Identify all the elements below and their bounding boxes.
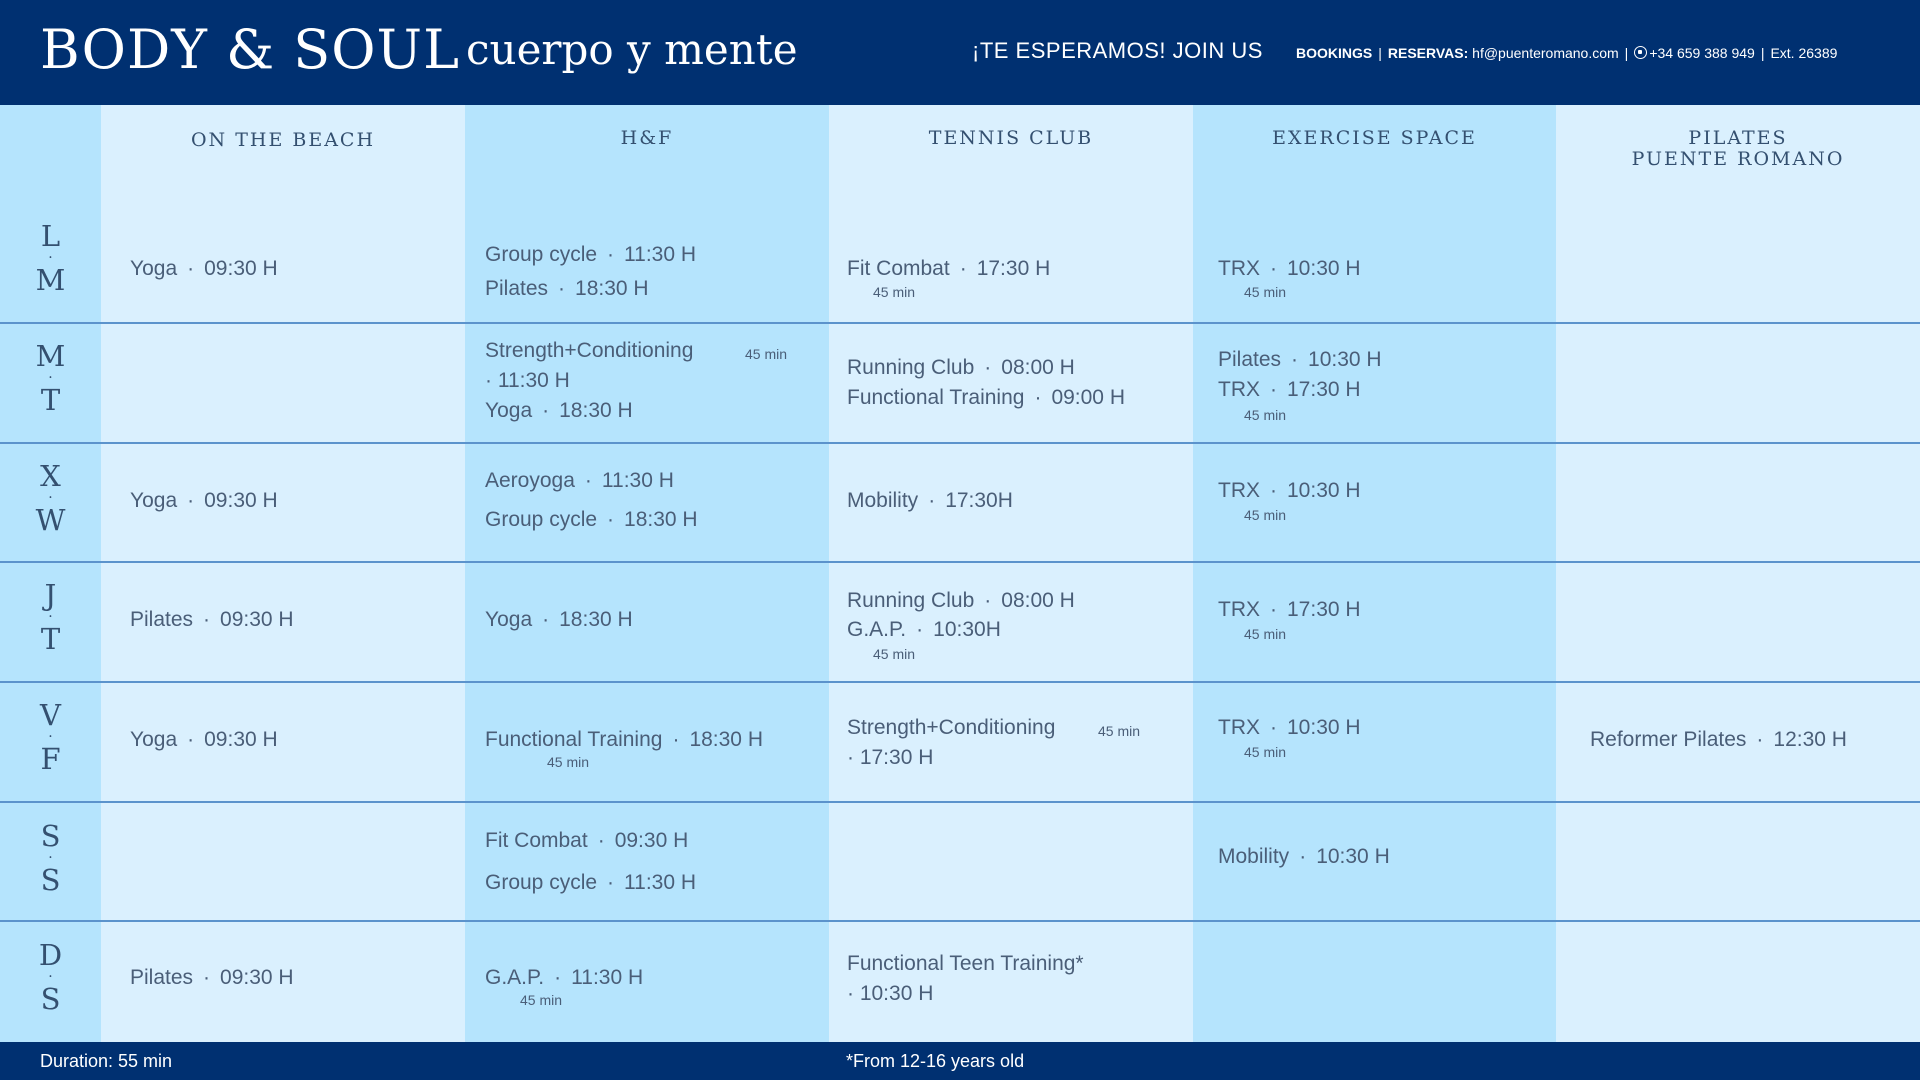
header-on-the-beach: ON THE BEACH — [190, 129, 376, 151]
class-entry[interactable]: Mobility · 10:30 H — [1218, 845, 1390, 868]
row-divider — [0, 561, 1920, 563]
class-duration-note: 45 min — [1098, 723, 1141, 739]
day-label-friday: V · F — [40, 698, 61, 776]
row-divider — [0, 920, 1920, 922]
column-tennis-club — [829, 105, 1193, 1042]
header-bar — [0, 0, 1920, 105]
class-entry[interactable]: Group cycle · 18:30 H — [485, 508, 698, 531]
class-entry[interactable]: Pilates · 09:30 H — [130, 966, 294, 989]
row-divider — [0, 681, 1920, 683]
day-label-monday: L · M — [35, 219, 66, 297]
class-entry[interactable]: Mobility · 17:30H — [847, 489, 1013, 512]
class-entry[interactable]: Aeroyoga · 11:30 H — [485, 469, 674, 492]
brand-tagline: cuerpo y mente — [466, 25, 798, 74]
class-entry[interactable]: Strength+Conditioning — [485, 339, 694, 362]
column-pilates — [1556, 105, 1920, 1042]
day-label-thursday: J · T — [40, 578, 61, 656]
class-entry-time[interactable]: · 17:30 H — [847, 746, 934, 769]
class-entry[interactable]: Pilates · 18:30 H — [485, 277, 649, 300]
day-label-saturday: S · S — [40, 819, 61, 897]
row-divider — [0, 322, 1920, 324]
booking-extension: Ext. 26389 — [1770, 45, 1838, 61]
duration-note: Duration: 55 min — [40, 1051, 173, 1071]
row-divider — [0, 801, 1920, 803]
class-entry[interactable]: Reformer Pilates · 12:30 H — [1590, 728, 1847, 751]
header-exercise-space: EXERCISE SPACE — [1272, 127, 1477, 149]
class-duration-note: 45 min — [1244, 626, 1287, 642]
column-on-the-beach — [101, 105, 465, 1042]
header-pilates-puente-romano — [1556, 128, 1920, 233]
class-entry[interactable]: Pilates · 09:30 H — [130, 608, 294, 631]
class-entry[interactable]: Pilates · 10:30 H — [1218, 348, 1382, 371]
class-entry[interactable]: TRX · 10:30 H — [1218, 257, 1361, 280]
header-pilates-line2: PUENTE ROMANO — [1631, 148, 1845, 170]
booking-phone[interactable]: +34 659 388 949 — [1649, 45, 1755, 61]
day-label-tuesday: M · T — [35, 339, 66, 417]
class-entry[interactable]: G.A.P. · 10:30H — [847, 618, 1001, 641]
whatsapp-icon — [1634, 46, 1647, 59]
class-duration-note: 45 min — [745, 346, 788, 362]
column-exercise-space — [1193, 105, 1556, 1042]
header-pilates-line1: PILATES — [1688, 127, 1788, 149]
booking-contact: BOOKINGS | RESERVAS: hf@puenteromano.com | +34 659 388 949 | Ext. 26389 — [1296, 45, 1838, 61]
class-duration-note: 45 min — [873, 646, 916, 662]
class-entry[interactable]: Fit Combat · 17:30 H — [847, 257, 1051, 280]
join-us-text: ¡TE ESPERAMOS! JOIN US — [972, 38, 1263, 63]
class-duration-note: 45 min — [1244, 284, 1287, 300]
class-entry[interactable]: TRX · 10:30 H — [1218, 716, 1361, 739]
class-entry[interactable]: Functional Teen Training* — [847, 952, 1084, 975]
class-duration-note: 45 min — [1244, 744, 1287, 760]
day-label-sunday: D · S — [38, 938, 63, 1016]
class-duration-note: 45 min — [1244, 507, 1287, 523]
class-entry[interactable]: Group cycle · 11:30 H — [485, 243, 697, 266]
bookings-label: BOOKINGS — [1296, 45, 1373, 61]
class-entry[interactable]: Yoga · 18:30 H — [485, 608, 633, 631]
row-divider — [0, 442, 1920, 444]
class-entry[interactable]: TRX · 17:30 H — [1218, 598, 1361, 621]
class-entry-time[interactable]: · 10:30 H — [847, 982, 934, 1005]
class-entry[interactable]: Yoga · 09:30 H — [130, 728, 278, 751]
header-hf: H&F — [620, 127, 674, 149]
class-entry[interactable]: Yoga · 09:30 H — [130, 257, 278, 280]
class-entry[interactable]: G.A.P. · 11:30 H — [485, 966, 644, 989]
class-entry[interactable]: TRX · 10:30 H — [1218, 479, 1361, 502]
reservas-label: RESERVAS: — [1387, 45, 1469, 61]
class-entry[interactable]: Yoga · 18:30 H — [485, 399, 633, 422]
footer-bar — [0, 1042, 1920, 1080]
class-entry[interactable]: Strength+Conditioning — [847, 716, 1056, 739]
brand-title: BODY & SOUL — [40, 18, 460, 81]
day-label-wednesday: X · W — [35, 459, 66, 537]
class-entry[interactable]: Running Club · 08:00 H — [847, 589, 1075, 612]
class-duration-note: 45 min — [547, 754, 590, 770]
class-entry[interactable]: TRX · 17:30 H — [1218, 378, 1361, 401]
class-entry[interactable]: Running Club · 08:00 H — [847, 356, 1075, 379]
class-entry[interactable]: Yoga · 09:30 H — [130, 489, 278, 512]
header-tennis-club: TENNIS CLUB — [928, 127, 1094, 149]
class-entry[interactable]: Fit Combat · 09:30 H — [485, 829, 689, 852]
class-entry-time[interactable]: · 11:30 H — [485, 369, 570, 392]
class-entry[interactable]: Functional Training · 09:00 H — [847, 386, 1125, 409]
class-entry[interactable]: Group cycle · 11:30 H — [485, 871, 697, 894]
class-entry[interactable]: Functional Training · 18:30 H — [485, 728, 763, 751]
teen-age-note: *From 12-16 years old — [846, 1051, 1025, 1071]
schedule-grid — [0, 105, 1920, 1042]
class-duration-note: 45 min — [520, 992, 563, 1008]
booking-email[interactable]: hf@puenteromano.com — [1472, 45, 1619, 61]
class-duration-note: 45 min — [873, 284, 916, 300]
class-duration-note: 45 min — [1244, 407, 1287, 423]
